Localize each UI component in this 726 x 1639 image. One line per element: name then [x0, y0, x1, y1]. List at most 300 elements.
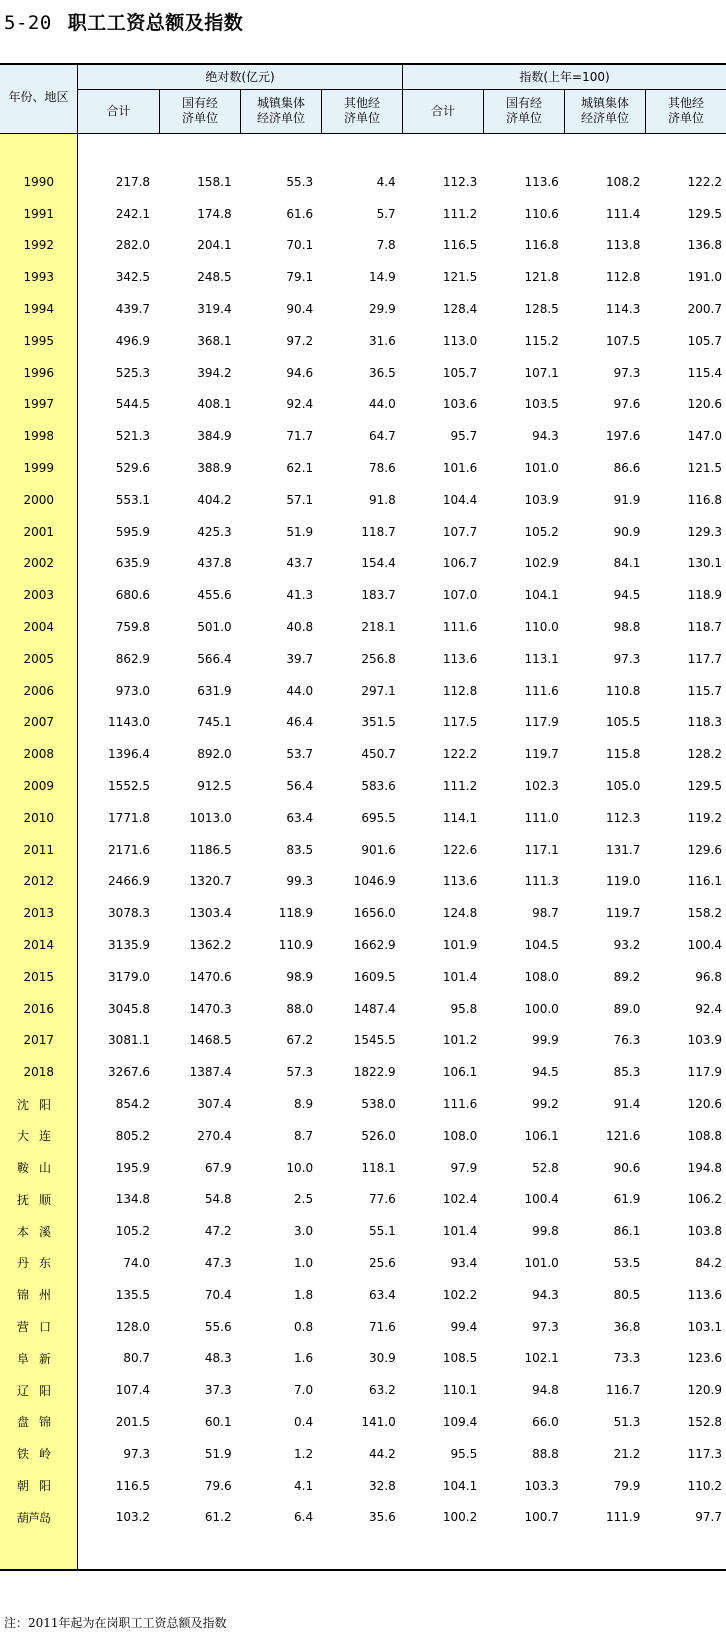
value-cell: 201.5	[115, 1414, 151, 1429]
value-cell: 583.6	[361, 779, 396, 794]
value-cell: 67.2	[286, 1033, 314, 1048]
value-cell: 116.1	[687, 874, 722, 889]
value-cell: 117.5	[442, 715, 478, 730]
value-cell: 115.4	[687, 365, 722, 380]
value-cell: 1387.4	[189, 1065, 232, 1080]
value-cell: 103.3	[524, 1478, 559, 1493]
region-label: 大 连	[17, 1129, 51, 1144]
value-cell: 282.0	[115, 238, 151, 253]
table-number: 5-20	[4, 12, 52, 34]
table-row	[0, 357, 726, 389]
value-cell: 112.3	[605, 810, 641, 825]
value-cell: 10.0	[286, 1160, 314, 1175]
value-cell: 631.9	[197, 683, 232, 698]
value-cell: 104.1	[442, 1478, 478, 1493]
value-cell: 112.8	[442, 683, 478, 698]
value-cell: 152.8	[687, 1414, 722, 1429]
value-cell: 101.0	[524, 1255, 559, 1270]
idx-col-state-header: 国有经 济单位	[505, 96, 542, 125]
value-cell: 80.7	[123, 1351, 151, 1366]
value-cell: 25.6	[368, 1255, 396, 1270]
value-cell: 111.3	[524, 874, 559, 889]
value-cell: 1609.5	[353, 969, 396, 984]
value-cell: 384.9	[197, 429, 232, 444]
table-row	[0, 389, 726, 421]
value-cell: 501.0	[197, 620, 232, 635]
value-cell: 901.6	[361, 842, 396, 857]
value-cell: 158.2	[687, 906, 722, 921]
value-cell: 106.1	[442, 1065, 478, 1080]
value-cell: 44.2	[368, 1446, 396, 1461]
value-cell: 67.9	[204, 1160, 232, 1175]
value-cell: 120.9	[687, 1383, 722, 1398]
value-cell: 116.8	[687, 492, 722, 507]
value-cell: 51.9	[286, 524, 314, 539]
value-cell: 48.3	[204, 1351, 232, 1366]
value-cell: 84.2	[695, 1255, 722, 1270]
value-cell: 97.3	[613, 651, 641, 666]
table-row	[0, 961, 726, 993]
value-cell: 103.6	[442, 397, 478, 412]
year-label: 2009	[23, 779, 55, 794]
value-cell: 117.1	[524, 842, 559, 857]
value-cell: 3267.6	[108, 1065, 151, 1080]
value-cell: 805.2	[115, 1128, 151, 1143]
value-cell: 100.7	[524, 1510, 559, 1525]
value-cell: 55.1	[368, 1224, 396, 1239]
value-cell: 93.4	[450, 1255, 478, 1270]
value-cell: 529.6	[115, 461, 151, 476]
value-cell: 86.1	[613, 1224, 641, 1239]
value-cell: 745.1	[197, 715, 232, 730]
value-cell: 553.1	[115, 492, 151, 507]
table-row	[0, 1056, 726, 1088]
value-cell: 566.4	[197, 651, 232, 666]
value-cell: 8.9	[294, 1097, 314, 1111]
value-cell: 973.0	[115, 683, 151, 698]
value-cell: 32.8	[368, 1478, 396, 1493]
value-cell: 111.4	[605, 206, 641, 221]
value-cell: 113.6	[442, 874, 478, 889]
value-cell: 129.5	[687, 206, 722, 221]
value-cell: 191.0	[687, 270, 722, 285]
value-cell: 79.1	[286, 270, 314, 285]
table-row	[0, 261, 726, 293]
value-cell: 1822.9	[353, 1065, 396, 1080]
value-cell: 93.2	[613, 938, 641, 953]
value-cell: 71.7	[286, 429, 314, 444]
value-cell: 70.1	[286, 238, 314, 253]
table-row	[0, 1088, 726, 1120]
region-label: 锦 州	[17, 1288, 51, 1303]
value-cell: 117.9	[524, 715, 559, 730]
value-cell: 99.3	[286, 874, 314, 889]
year-label: 2010	[23, 810, 55, 825]
value-cell: 97.3	[613, 365, 641, 380]
year-label: 1996	[23, 365, 55, 380]
value-cell: 121.6	[605, 1128, 641, 1143]
value-cell: 129.3	[687, 524, 722, 539]
value-cell: 4.4	[376, 174, 396, 189]
idx-col-other-header: 其他经 济单位	[667, 96, 704, 125]
value-cell: 455.6	[197, 588, 232, 603]
table-row	[0, 929, 726, 961]
value-cell: 56.4	[286, 779, 314, 794]
year-label: 2012	[23, 874, 55, 889]
value-cell: 2.5	[294, 1192, 314, 1207]
value-cell: 113.1	[524, 651, 559, 666]
value-cell: 351.5	[361, 715, 396, 730]
value-cell: 103.9	[524, 492, 559, 507]
value-cell: 110.8	[605, 683, 641, 698]
value-cell: 3045.8	[108, 1001, 151, 1016]
value-cell: 158.1	[197, 174, 232, 189]
value-cell: 79.6	[204, 1478, 232, 1493]
region-label: 葫芦岛	[17, 1510, 51, 1525]
value-cell: 53.7	[286, 747, 314, 762]
value-cell: 103.5	[524, 397, 559, 412]
value-cell: 35.6	[368, 1510, 396, 1525]
table-row	[0, 1279, 726, 1311]
value-cell: 102.2	[442, 1287, 478, 1302]
value-cell: 111.2	[442, 779, 478, 794]
value-cell: 2171.6	[108, 842, 151, 857]
value-cell: 55.3	[286, 174, 314, 189]
table-row	[0, 643, 726, 675]
value-cell: 30.9	[368, 1351, 396, 1366]
region-label: 盘 锦	[17, 1415, 51, 1430]
value-cell: 104.4	[442, 492, 478, 507]
value-cell: 197.6	[605, 429, 641, 444]
table-row	[0, 1470, 726, 1502]
value-cell: 119.2	[687, 810, 722, 825]
value-cell: 118.7	[687, 620, 722, 635]
value-cell: 99.2	[532, 1097, 559, 1111]
value-cell: 680.6	[115, 588, 151, 603]
value-cell: 89.2	[613, 969, 641, 984]
value-cell: 101.2	[442, 1033, 478, 1048]
value-cell: 100.2	[442, 1510, 478, 1525]
year-label: 1997	[23, 397, 55, 412]
value-cell: 862.9	[115, 651, 151, 666]
value-cell: 218.1	[361, 620, 396, 635]
value-cell: 44.0	[368, 397, 396, 412]
value-cell: 104.1	[524, 588, 559, 603]
value-cell: 111.9	[605, 1510, 641, 1525]
value-cell: 105.7	[442, 365, 478, 380]
value-cell: 63.4	[368, 1287, 396, 1302]
value-cell: 64.7	[368, 429, 396, 444]
value-cell: 134.8	[115, 1192, 151, 1207]
year-label: 1991	[23, 206, 55, 221]
value-cell: 104.5	[524, 938, 559, 953]
table-row	[0, 1342, 726, 1374]
value-cell: 110.0	[524, 620, 559, 635]
value-cell: 116.8	[524, 238, 559, 253]
value-cell: 88.0	[286, 1001, 314, 1016]
year-label: 2005	[23, 651, 55, 666]
year-label: 1993	[23, 270, 55, 285]
region-label: 本 溪	[17, 1224, 51, 1239]
value-cell: 111.6	[524, 683, 559, 698]
value-cell: 118.1	[361, 1160, 396, 1175]
value-cell: 154.4	[361, 556, 396, 571]
value-cell: 119.0	[605, 874, 641, 889]
value-cell: 183.7	[361, 588, 396, 603]
value-cell: 61.2	[204, 1510, 232, 1525]
region-label: 沈 阳	[17, 1097, 51, 1112]
table-row	[0, 1184, 726, 1216]
value-cell: 121.5	[442, 270, 478, 285]
value-cell: 40.8	[286, 620, 314, 635]
value-cell: 108.0	[442, 1128, 478, 1143]
value-cell: 102.1	[524, 1351, 559, 1366]
value-cell: 135.5	[115, 1287, 151, 1302]
value-cell: 119.7	[605, 906, 641, 921]
value-cell: 99.4	[450, 1319, 478, 1334]
value-cell: 83.5	[286, 842, 314, 857]
value-cell: 100.4	[687, 938, 722, 953]
value-cell: 122.2	[687, 174, 722, 189]
value-cell: 103.2	[115, 1510, 151, 1525]
year-label: 2001	[23, 524, 55, 539]
value-cell: 128.5	[524, 302, 559, 317]
value-cell: 91.8	[368, 492, 396, 507]
value-cell: 129.5	[687, 779, 722, 794]
value-cell: 128.4	[442, 302, 478, 317]
value-cell: 270.4	[197, 1128, 232, 1143]
value-cell: 1470.6	[189, 969, 232, 984]
value-cell: 307.4	[197, 1097, 232, 1111]
value-cell: 439.7	[115, 302, 151, 317]
value-cell: 105.0	[605, 779, 641, 794]
table-bottom-rule	[0, 1569, 726, 1571]
value-cell: 1.0	[294, 1255, 314, 1270]
value-cell: 95.5	[450, 1446, 478, 1461]
value-cell: 106.2	[687, 1192, 722, 1207]
value-cell: 854.2	[115, 1097, 151, 1111]
value-cell: 99.8	[532, 1224, 559, 1239]
value-cell: 97.3	[123, 1446, 151, 1461]
value-cell: 368.1	[197, 333, 232, 348]
year-label: 2003	[23, 588, 55, 603]
value-cell: 107.7	[442, 524, 478, 539]
value-cell: 118.7	[361, 524, 396, 539]
value-cell: 1303.4	[189, 906, 232, 921]
value-cell: 116.5	[115, 1478, 151, 1493]
value-cell: 91.9	[613, 492, 641, 507]
value-cell: 108.8	[687, 1128, 722, 1143]
value-cell: 118.9	[687, 588, 722, 603]
table-row	[0, 1311, 726, 1343]
value-cell: 100.0	[524, 1001, 559, 1016]
value-cell: 912.5	[197, 779, 232, 794]
value-cell: 256.8	[361, 651, 396, 666]
value-cell: 110.6	[524, 206, 559, 221]
value-cell: 122.2	[442, 747, 478, 762]
value-cell: 141.0	[361, 1414, 396, 1429]
value-cell: 114.1	[442, 810, 478, 825]
value-cell: 53.5	[613, 1255, 641, 1270]
table-row	[0, 866, 726, 898]
value-cell: 97.9	[450, 1160, 478, 1175]
value-cell: 635.9	[115, 556, 151, 571]
value-cell: 100.4	[524, 1192, 559, 1207]
value-cell: 521.3	[115, 429, 151, 444]
value-cell: 120.6	[687, 397, 722, 412]
value-cell: 200.7	[687, 302, 722, 317]
value-cell: 111.6	[442, 1097, 478, 1111]
idx-col-collective-header: 城镇集体 经济单位	[580, 96, 629, 125]
absolute-group-header: 绝对数(亿元)	[205, 70, 275, 84]
value-cell: 57.3	[286, 1065, 314, 1080]
value-cell: 425.3	[197, 524, 232, 539]
value-cell: 108.5	[442, 1351, 478, 1366]
value-cell: 73.3	[613, 1351, 641, 1366]
table-row	[0, 834, 726, 866]
value-cell: 101.0	[524, 461, 559, 476]
year-label: 2017	[23, 1033, 55, 1048]
value-cell: 1362.2	[189, 938, 232, 953]
value-cell: 101.4	[442, 969, 478, 984]
value-cell: 97.2	[286, 333, 314, 348]
year-label: 2014	[23, 938, 55, 953]
value-cell: 408.1	[197, 397, 232, 412]
value-cell: 51.9	[204, 1446, 232, 1461]
value-cell: 1046.9	[353, 874, 396, 889]
value-cell: 1662.9	[353, 938, 396, 953]
value-cell: 97.3	[532, 1319, 559, 1334]
value-cell: 90.9	[613, 524, 641, 539]
value-cell: 94.5	[613, 588, 641, 603]
value-cell: 101.9	[442, 938, 478, 953]
value-cell: 113.8	[605, 238, 641, 253]
value-cell: 1186.5	[189, 842, 232, 857]
value-cell: 63.2	[368, 1383, 396, 1398]
value-cell: 101.4	[442, 1224, 478, 1239]
value-cell: 61.6	[286, 206, 314, 221]
value-cell: 130.1	[687, 556, 722, 571]
value-cell: 128.2	[687, 747, 722, 762]
value-cell: 110.1	[442, 1383, 478, 1398]
value-cell: 525.3	[115, 365, 151, 380]
value-cell: 90.6	[613, 1160, 641, 1175]
value-cell: 31.6	[368, 333, 396, 348]
table-row	[0, 484, 726, 516]
value-cell: 110.9	[278, 938, 314, 953]
table-row	[0, 293, 726, 325]
value-cell: 107.0	[442, 588, 478, 603]
year-label: 2008	[23, 747, 55, 762]
table-row	[0, 1438, 726, 1470]
value-cell: 1468.5	[189, 1033, 232, 1048]
value-cell: 85.3	[613, 1065, 641, 1080]
value-cell: 94.6	[286, 365, 314, 380]
value-cell: 52.8	[532, 1160, 559, 1175]
table-row	[0, 1215, 726, 1247]
table-row	[0, 230, 726, 262]
value-cell: 57.1	[286, 492, 314, 507]
value-cell: 128.0	[115, 1319, 151, 1334]
table-row	[0, 1501, 726, 1533]
year-label: 1999	[23, 461, 55, 476]
value-cell: 242.1	[115, 206, 151, 221]
value-cell: 1.2	[294, 1446, 314, 1461]
region-label: 丹 东	[17, 1256, 51, 1271]
value-cell: 96.8	[695, 969, 722, 984]
value-cell: 70.4	[204, 1287, 232, 1302]
table-row	[0, 1406, 726, 1438]
value-cell: 60.1	[204, 1414, 232, 1429]
year-label: 2006	[23, 683, 55, 698]
value-cell: 115.2	[524, 333, 559, 348]
table-row	[0, 198, 726, 230]
value-cell: 129.6	[687, 842, 722, 857]
value-cell: 91.4	[613, 1097, 641, 1111]
abs-col-total-header: 合计	[106, 104, 131, 118]
data-table	[0, 166, 726, 1533]
value-cell: 217.8	[115, 174, 151, 189]
value-cell: 3.0	[294, 1224, 314, 1239]
value-cell: 80.5	[613, 1287, 641, 1302]
value-cell: 62.1	[286, 461, 314, 476]
table-row	[0, 516, 726, 548]
year-label: 2000	[23, 492, 55, 507]
value-cell: 94.5	[532, 1065, 559, 1080]
value-cell: 124.8	[442, 906, 478, 921]
table-row	[0, 738, 726, 770]
value-cell: 248.5	[197, 270, 232, 285]
value-cell: 111.0	[524, 810, 559, 825]
table-row	[0, 420, 726, 452]
value-cell: 105.7	[687, 333, 722, 348]
value-cell: 7.0	[294, 1383, 314, 1398]
value-cell: 131.7	[605, 842, 641, 857]
year-label: 2011	[23, 842, 55, 857]
year-label: 2007	[23, 715, 55, 730]
value-cell: 8.7	[294, 1128, 314, 1143]
value-cell: 106.7	[442, 556, 478, 571]
value-cell: 118.3	[687, 715, 722, 730]
value-cell: 1487.4	[353, 1001, 396, 1016]
value-cell: 84.1	[613, 556, 641, 571]
table-row	[0, 166, 726, 198]
value-cell: 538.0	[361, 1097, 396, 1111]
value-cell: 3135.9	[108, 938, 151, 953]
value-cell: 526.0	[361, 1128, 396, 1143]
value-cell: 319.4	[197, 302, 232, 317]
value-cell: 95.7	[450, 429, 478, 444]
value-cell: 117.9	[687, 1065, 722, 1080]
value-cell: 5.7	[376, 206, 396, 221]
value-cell: 7.8	[376, 238, 396, 253]
value-cell: 39.7	[286, 651, 314, 666]
abs-col-state-header: 国有经 济单位	[181, 96, 218, 125]
value-cell: 108.2	[605, 174, 641, 189]
value-cell: 113.6	[442, 651, 478, 666]
value-cell: 112.3	[442, 174, 478, 189]
table-top-rule	[0, 63, 726, 65]
value-cell: 99.9	[532, 1033, 559, 1048]
table-row	[0, 579, 726, 611]
value-cell: 105.2	[115, 1224, 151, 1239]
value-cell: 79.9	[613, 1478, 641, 1493]
year-label: 2013	[23, 906, 55, 921]
value-cell: 496.9	[115, 333, 151, 348]
value-cell: 51.3	[613, 1414, 641, 1429]
value-cell: 89.0	[613, 1001, 641, 1016]
value-cell: 66.0	[532, 1414, 559, 1429]
